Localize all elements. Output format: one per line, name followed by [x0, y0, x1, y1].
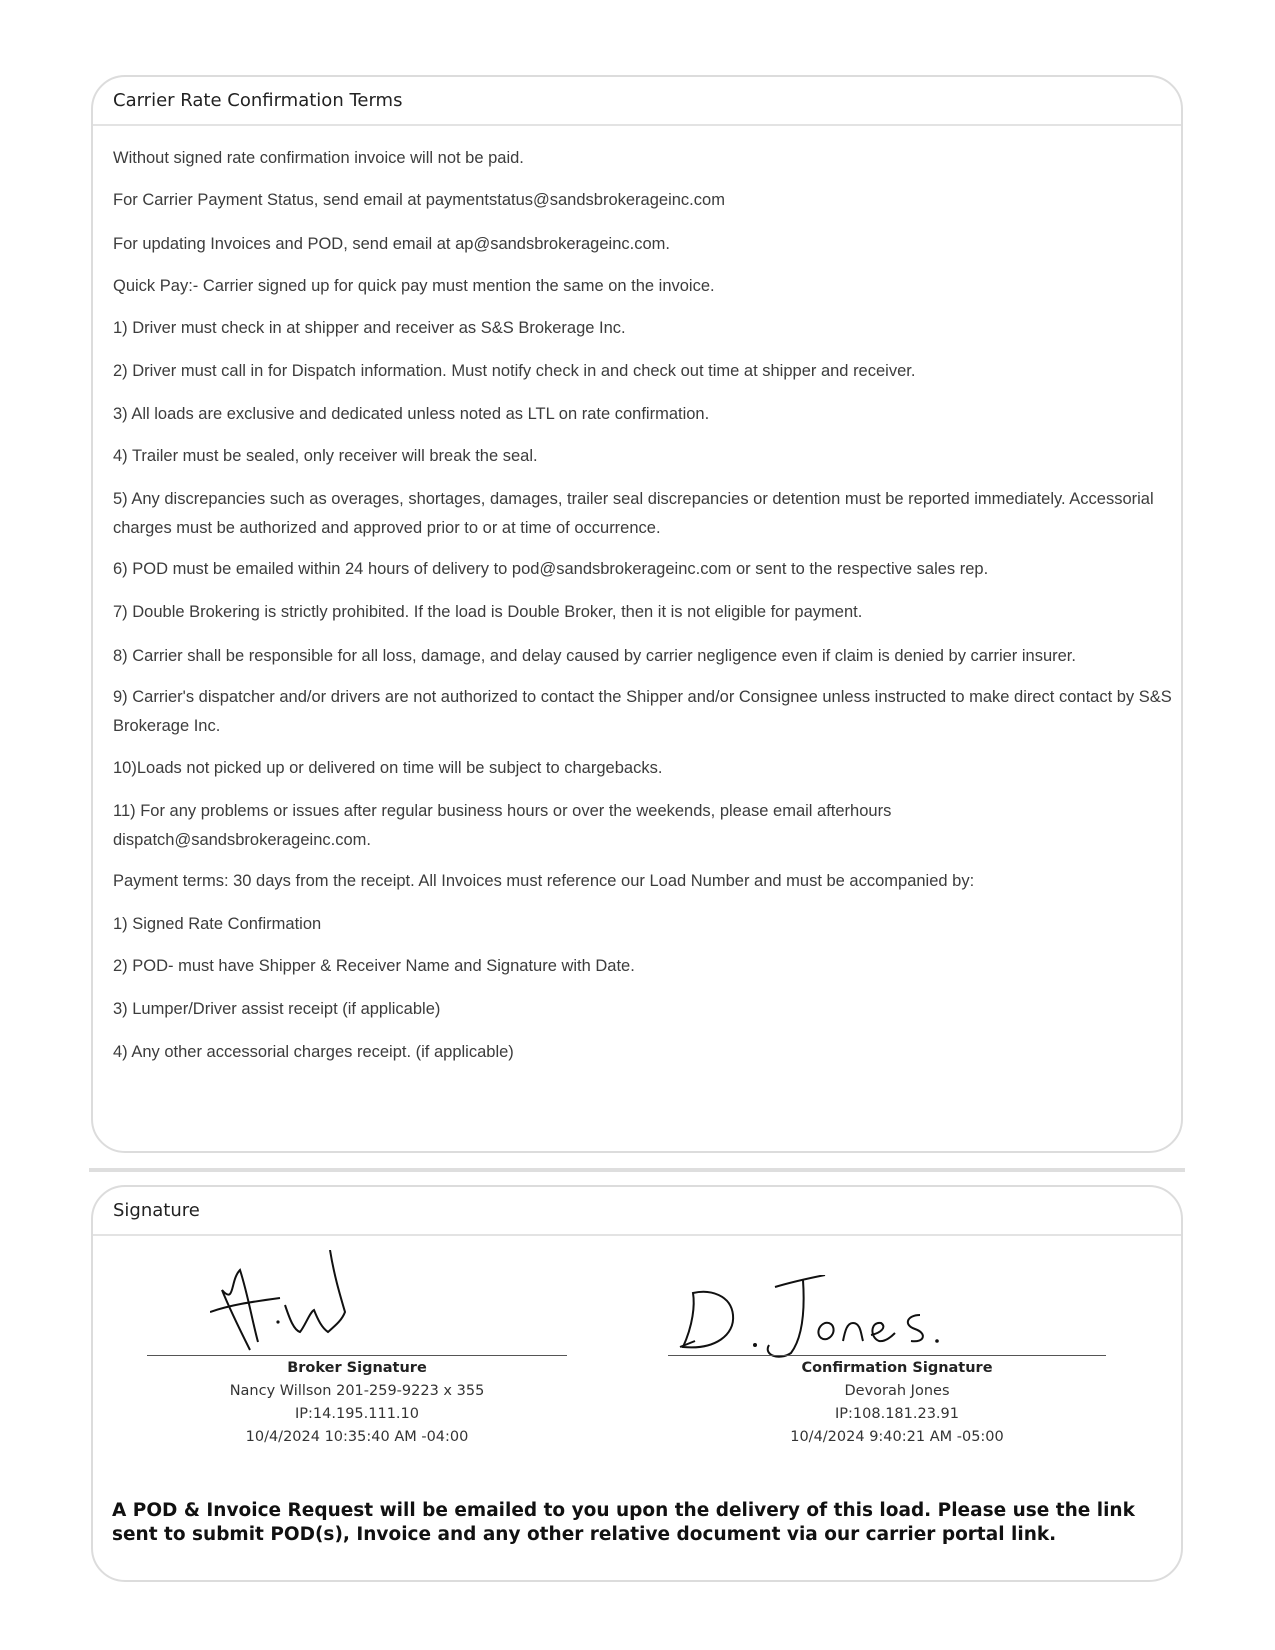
terms-card-title: Carrier Rate Confirmation Terms	[93, 77, 1181, 126]
pod-invoice-notice: A POD & Invoice Request will be emailed to you upon the delivery of this load. Please use the link sent to submit POD(s), Invoice and any other relative document via our carrier portal link.	[112, 1500, 1135, 1545]
term-item: 4) Any other accessorial charges receipt. (if applicable)	[113, 1043, 514, 1061]
term-item: 4) Trailer must be sealed, only receiver will break the seal.	[113, 447, 538, 465]
term-item: 2) POD- must have Shipper & Receiver Name and Signature with Date.	[113, 957, 635, 975]
term-item: 11) For any problems or issues after regular business hours or over the weekends, please email afterhours dispatch@sandsbrokerageinc.com.	[113, 802, 892, 849]
broker-signature-line	[147, 1355, 567, 1356]
term-item: For updating Invoices and POD, send email at ap@sandsbrokerageinc.com.	[113, 235, 670, 253]
broker-signature-label: Broker Signature	[287, 1360, 427, 1376]
confirmation-name: Devorah Jones	[844, 1383, 950, 1399]
confirmation-signature-line	[668, 1355, 1106, 1356]
term-item: 10)Loads not picked up or delivered on time will be subject to chargebacks.	[113, 759, 663, 777]
term-item: 6) POD must be emailed within 24 hours of delivery to pod@sandsbrokerageinc.com or sent to the respective sales rep.	[113, 560, 989, 578]
term-item: 9) Carrier's dispatcher and/or drivers are not authorized to contact the Shipper and/or Consignee unless instructed to make direct contact by S&S Brokerage Inc.	[113, 688, 1172, 735]
term-item: Payment terms: 30 days from the receipt. All Invoices must reference our Load Number and must be accompanied by:	[113, 872, 975, 890]
term-item: 1) Driver must check in at shipper and receiver as S&S Brokerage Inc.	[113, 319, 626, 337]
term-item: 7) Double Brokering is strictly prohibited. If the load is Double Broker, then it is not eligible for payment.	[113, 603, 863, 621]
term-item: 1) Signed Rate Confirmation	[113, 915, 322, 933]
term-item: Without signed rate confirmation invoice will not be paid.	[113, 149, 524, 167]
term-item: 8) Carrier shall be responsible for all loss, damage, and delay caused by carrier negligence even if claim is denied by carrier insurer.	[113, 647, 1076, 665]
term-item: 3) All loads are exclusive and dedicated unless noted as LTL on rate confirmation.	[113, 405, 710, 423]
broker-ip: IP:14.195.111.10	[295, 1406, 419, 1422]
broker-timestamp: 10/4/2024 10:35:40 AM -04:00	[245, 1429, 469, 1445]
confirmation-signature-info	[747, 1357, 1047, 1449]
term-item: 3) Lumper/Driver assist receipt (if applicable)	[113, 1000, 441, 1018]
terms-card	[91, 75, 1183, 1153]
confirmation-handwritten-signature	[675, 1275, 985, 1365]
broker-name-phone: Nancy Willson 201-259-9223 x 355	[229, 1383, 485, 1399]
term-item: 5) Any discrepancies such as overages, shortages, damages, trailer seal discrepancies or detention must be reported immediately. Accessorial charges must be authorized and approved prior to or at time of occurrence.	[113, 490, 1154, 537]
broker-signature-info	[207, 1357, 507, 1449]
term-item: For Carrier Payment Status, send email at paymentstatus@sandsbrokerageinc.com	[113, 191, 725, 209]
confirmation-timestamp: 10/4/2024 9:40:21 AM -05:00	[790, 1429, 1004, 1445]
confirmation-ip: IP:108.181.23.91	[835, 1406, 959, 1422]
broker-handwritten-signature	[210, 1250, 360, 1360]
section-divider	[89, 1168, 1185, 1172]
confirmation-signature-label: Confirmation Signature	[801, 1360, 993, 1376]
term-item: Quick Pay:- Carrier signed up for quick pay must mention the same on the invoice.	[113, 277, 715, 295]
term-item: 2) Driver must call in for Dispatch information. Must notify check in and check out time at shipper and receiver.	[113, 362, 916, 380]
signature-card-title: Signature	[93, 1187, 1181, 1236]
